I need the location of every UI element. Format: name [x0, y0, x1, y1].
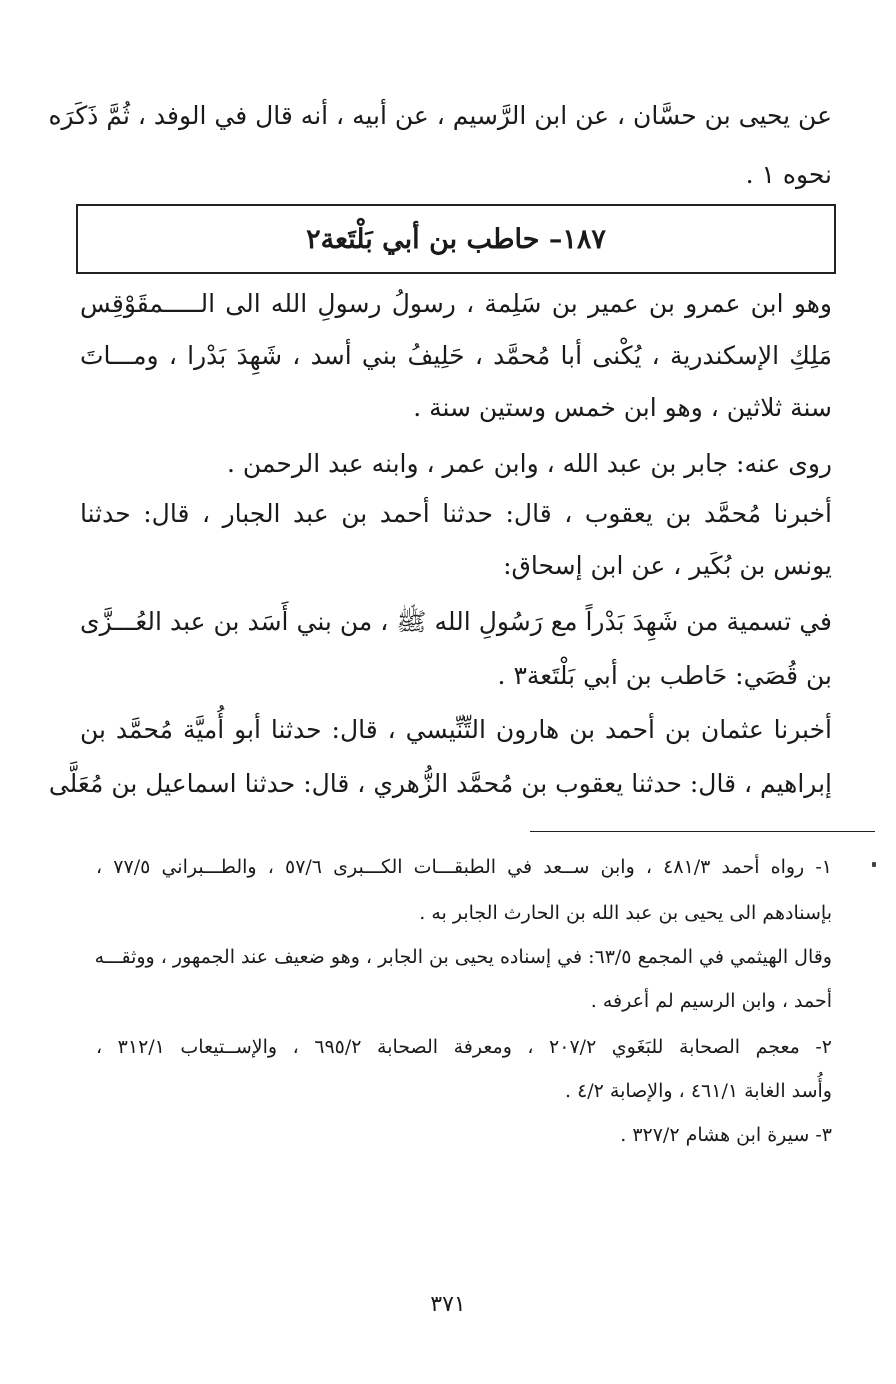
footnote-separator	[530, 831, 875, 832]
intro-line-2: نحوه ١ .	[745, 160, 832, 189]
footnote-2-line-2: وأُسد الغابة ٤٦١/١ ، والإصابة ٤/٢ .	[564, 1080, 832, 1102]
body-line-3: سنة ثلاثين ، وهو ابن خمس وستين سنة .	[413, 393, 832, 422]
body-line-5: أخبرنا مُحمَّد بن يعقوب ، قال: حدثنا أحمد بن عبد الجبار ، قال: حدثنا	[80, 499, 832, 528]
body-line-8: بن قُصَي: حَاطب بن أبي بَلْتَعة٣ .	[497, 661, 832, 690]
footnote-1-line-3: وقال الهيثمي في المجمع ٦٣/٥: في إسناده يحيى بن الجابر ، وهو ضعيف عند الجمهور ، ووثقـــه	[94, 946, 832, 968]
body-line-1: وهو ابن عمرو بن عمير بن سَلِمة ، رسولُ رسولِ الله الى الـــــمقَوْقِس	[80, 289, 832, 318]
footnote-3-line-1: ٣- سيرة ابن هشام ٣٢٧/٢ .	[620, 1124, 832, 1146]
footnote-1-line-2: بإسنادهم الى يحيى بن عبد الله بن الحارث الجابر به .	[419, 902, 832, 924]
footnote-1-line-1: ١- رواه أحمد ٤٨١/٣ ، وابن ســعد في الطبقـــات الكـــبرى ٥٧/٦ ، والطـــبراني ٧٧/٥ ،	[96, 856, 833, 878]
scan-speck	[872, 862, 876, 867]
body-line-9: أخبرنا عثمان بن أحمد بن هارون التِّنِّيسي ، قال: حدثنا أبو أُميَّة مُحمَّد بن	[80, 715, 832, 744]
intro-line-1: عن يحيى بن حسَّان ، عن ابن الرَّسيم ، عن أبيه ، أنه قال في الوفد ، ثُمَّ ذَكَرَه	[48, 101, 832, 130]
body-line-4: روى عنه: جابر بن عبد الله ، وابن عمر ، وابنه عبد الرحمن .	[226, 449, 832, 478]
section-heading-box	[76, 204, 836, 274]
section-heading: ١٨٧– حاطب بن أبي بَلْتَعة٢	[306, 223, 606, 255]
body-line-7: في تسمية من شَهِدَ بَدْراً مع رَسُولِ الله ﷺ ، من بني أَسَد بن عبد العُـــزَّى	[80, 607, 832, 636]
footnote-1-line-4: أحمد ، وابن الرسيم لم أعرفه .	[590, 990, 832, 1012]
page-number: ٣٧١	[430, 1292, 466, 1317]
body-line-6: يونس بن بُكَير ، عن ابن إسحاق:	[503, 551, 832, 580]
body-line-2: مَلِكِ الإسكندرية ، يُكْنى أبا مُحمَّد ، حَلِيفُ بني أسد ، شَهِدَ بَدْرا ، ومـــاتَ	[80, 341, 832, 370]
body-line-10: إبراهيم ، قال: حدثنا يعقوب بن مُحمَّد الزُّهري ، قال: حدثنا اسماعيل بن مُعَلَّى	[48, 769, 832, 798]
footnote-2-line-1: ٢- معجم الصحابة للبَغَوي ٢٠٧/٢ ، ومعرفة الصحابة ٦٩٥/٢ ، والإســتيعاب ٣١٢/١ ،	[96, 1036, 832, 1058]
